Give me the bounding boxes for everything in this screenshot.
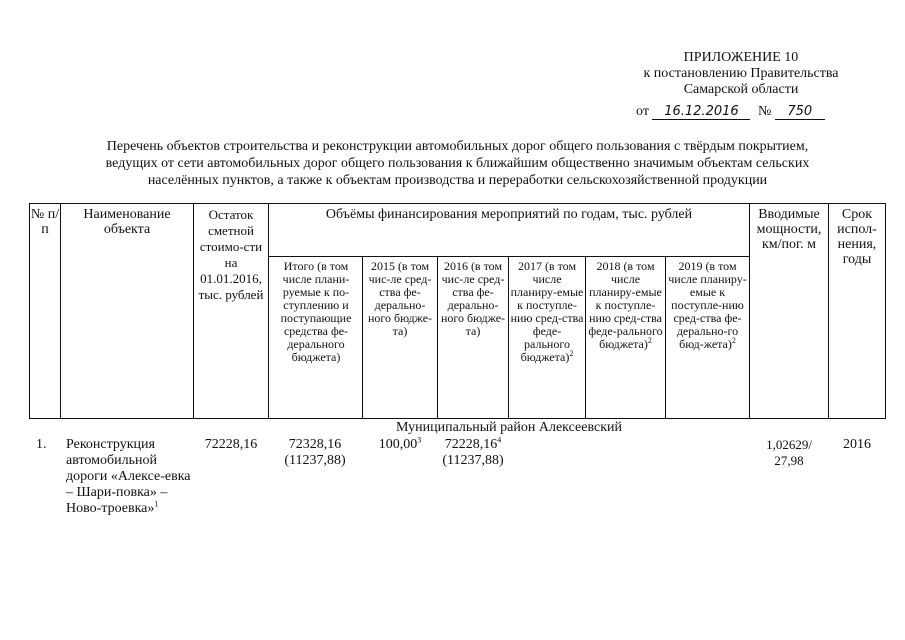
document-title: [40, 138, 875, 189]
footnote-4-marker: 4: [497, 435, 502, 445]
footnote-1-marker: 1: [154, 499, 159, 509]
date-value: 16.12.2016: [652, 104, 750, 120]
appendix-line1: к постановлению Правительства: [643, 66, 839, 81]
header-name: Наименование объекта: [83, 207, 171, 237]
row-2016-value: 72228,16: [444, 437, 498, 452]
row-2015-value: 100,00: [378, 437, 418, 452]
header-2019: [667, 260, 748, 351]
header-term: Срок испол-нения, годы: [837, 207, 877, 267]
number-prefix: №: [757, 104, 772, 119]
row-num: 1.: [36, 437, 47, 452]
appendix-title: ПРИЛОЖЕНИЕ 10: [683, 50, 799, 65]
row-2016-federal: (11237,88): [442, 453, 504, 468]
header-remainder: Остаток сметной стоимо-сти на 01.01.2016, тыс. рублей: [198, 207, 264, 302]
footnote-2-marker: 2: [731, 336, 736, 345]
document-title-line: Перечень объектов строительства и реконструкции автомобильных дорог общего пользования с твёрдым покрытием,: [106, 139, 809, 154]
row-capacity: 1,02629/ 27,98: [766, 437, 812, 468]
appendix-line2: Самарской области: [683, 82, 799, 97]
document-title-line: ведущих от сети автомобильных дорог общего пользования к ближайшим общественно значимым объектам сельских: [105, 156, 810, 171]
document-title-line: населённых пунктов, а также к объектам производства и переработки сельскохозяйственной продукции: [147, 173, 768, 188]
footnote-2-marker: 2: [647, 336, 652, 345]
row-total: [269, 437, 361, 469]
header-total: Итого (в том числе плани-руемые к по-ступлению и поступающие средства фе-дерального бюджета): [280, 259, 352, 364]
row-2015: [363, 437, 437, 453]
row-term: 2016: [843, 437, 871, 452]
row-name-text: Реконструкция автомобильной дороги «Алексе-евка – Шари-повка» – Ново-троевка»: [66, 437, 191, 516]
row-remainder: 72228,16: [204, 437, 258, 452]
header-2019-text: 2019 (в том числе планиру-емые к поступле-нию сред-ства фе-дерально-го бюд-жета): [668, 259, 747, 351]
row-name: [66, 437, 191, 517]
row-total-federal: (11237,88): [284, 453, 346, 468]
header-2017: [510, 260, 584, 364]
header-2017-text: 2017 (в том числе планиру-емые к поступле-нию сред-ства феде-рального бюджета): [510, 259, 584, 364]
header-capacity: Вводимые мощности, км/пог. м: [756, 207, 822, 252]
row-total-value: 72328,16: [288, 437, 342, 452]
header-2018-text: 2018 (в том числе планиру-емые к поступле-нию сред-ства феде-рального бюджета): [588, 259, 663, 351]
appendix-date-line: [636, 104, 825, 120]
row-2016: [438, 437, 508, 469]
section-title: Муниципальный район Алексеевский: [396, 420, 622, 435]
date-prefix: от: [636, 104, 649, 119]
header-financing: Объёмы финансирования мероприятий по годам, тыс. рублей: [325, 207, 693, 222]
appendix-block: [626, 50, 856, 98]
number-value: 750: [775, 104, 825, 120]
header-2018: [587, 260, 664, 351]
header-2016: 2016 (в том чис-ле сред-ства фе-деральнo-ного бюдже-та): [440, 259, 506, 338]
header-num: № п/п: [30, 207, 60, 237]
footnote-2-marker: 2: [569, 349, 574, 358]
header-2015: 2015 (в том чис-ле сред-ства фе-деральнo-ного бюдже-та): [367, 259, 433, 338]
footnote-3-marker: 3: [417, 435, 422, 445]
